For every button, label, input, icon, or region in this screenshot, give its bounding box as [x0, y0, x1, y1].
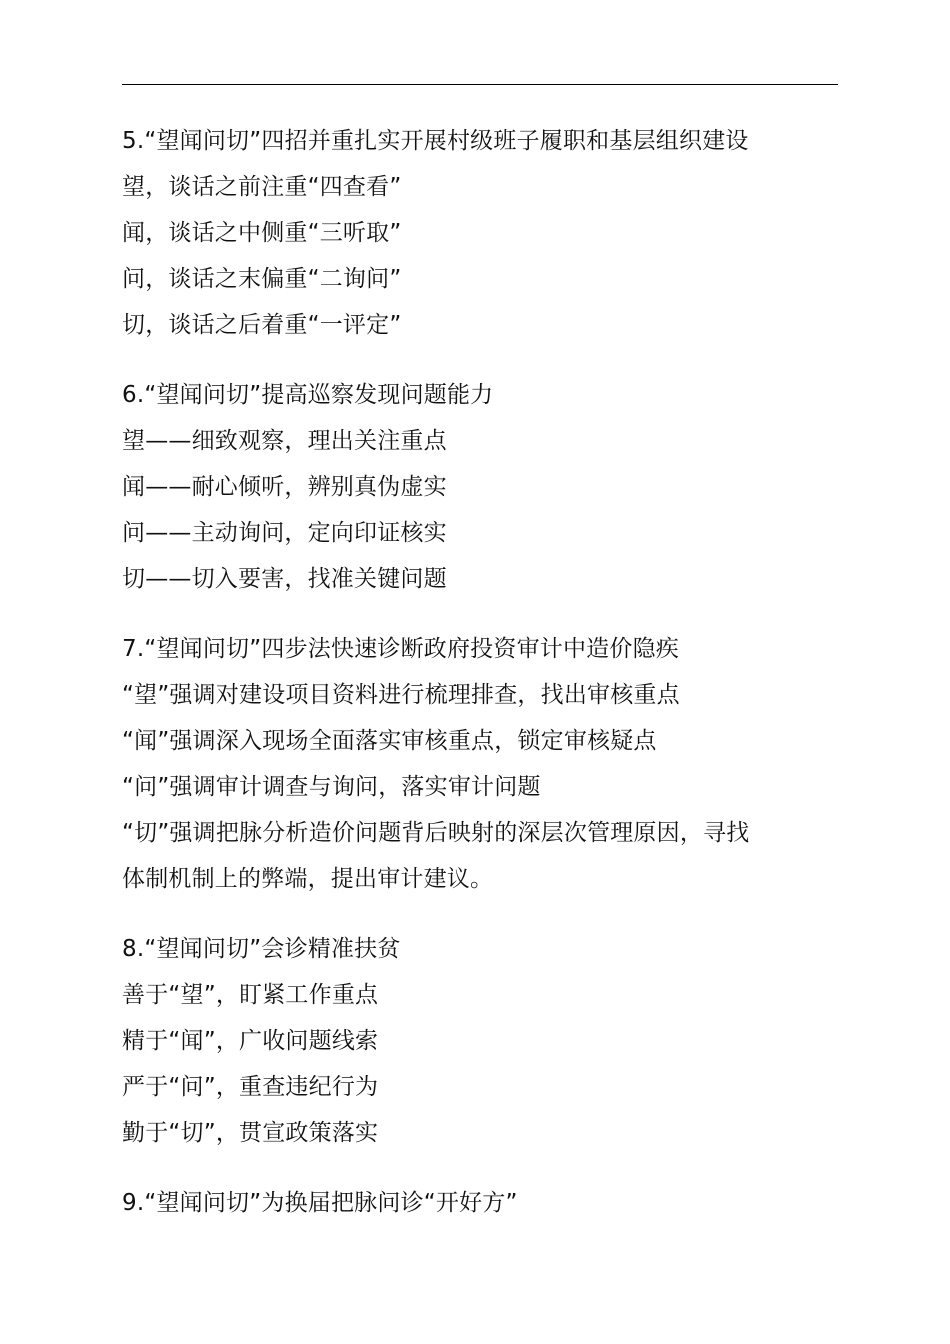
section-heading: 8.“望闻问切”会诊精准扶贫	[122, 936, 401, 962]
section-line: 切，谈话之后着重“一评定”	[122, 312, 402, 338]
section-line: “问”强调审计调查与询问，落实审计问题	[122, 774, 541, 800]
section-line: 切——切入要害，找准关键问题	[122, 566, 447, 592]
section-line: “闻”强调深入现场全面落实审核重点，锁定审核疑点	[122, 728, 657, 754]
section-line: 善于“望”，盯紧工作重点	[122, 982, 379, 1008]
section-line: 望，谈话之前注重“四查看”	[122, 174, 402, 200]
section-6	[122, 372, 842, 602]
section-line: 体制机制上的弊端，提出审计建议。	[122, 866, 494, 892]
section-line: 闻——耐心倾听，辨别真伪虚实	[122, 474, 447, 500]
section-heading: 5.“望闻问切”四招并重扎实开展村级班子履职和基层组织建设	[122, 128, 749, 154]
section-line: 精于“闻”，广收问题线索	[122, 1028, 379, 1054]
section-line: 勤于“切”，贯宣政策落实	[122, 1120, 379, 1146]
section-line: “切”强调把脉分析造价问题背后映射的深层次管理原因，寻找	[122, 820, 750, 846]
document-body	[122, 118, 842, 1250]
section-line: 闻，谈话之中侧重“三听取”	[122, 220, 402, 246]
section-line: 问——主动询问，定向印证核实	[122, 520, 447, 546]
section-heading: 6.“望闻问切”提高巡察发现问题能力	[122, 382, 494, 408]
header-rule	[122, 84, 838, 85]
section-line: 问，谈话之末偏重“二询问”	[122, 266, 402, 292]
section-line: 严于“问”，重查违纪行为	[122, 1074, 379, 1100]
section-heading: 9.“望闻问切”为换届把脉问诊“开好方”	[122, 1190, 518, 1216]
section-line: “望”强调对建设项目资料进行梳理排查，找出审核重点	[122, 682, 680, 708]
section-7	[122, 626, 842, 902]
section-heading: 7.“望闻问切”四步法快速诊断政府投资审计中造价隐疾	[122, 636, 679, 662]
section-5	[122, 118, 842, 348]
section-8	[122, 926, 842, 1156]
section-line: 望——细致观察，理出关注重点	[122, 428, 447, 454]
section-9	[122, 1180, 842, 1226]
